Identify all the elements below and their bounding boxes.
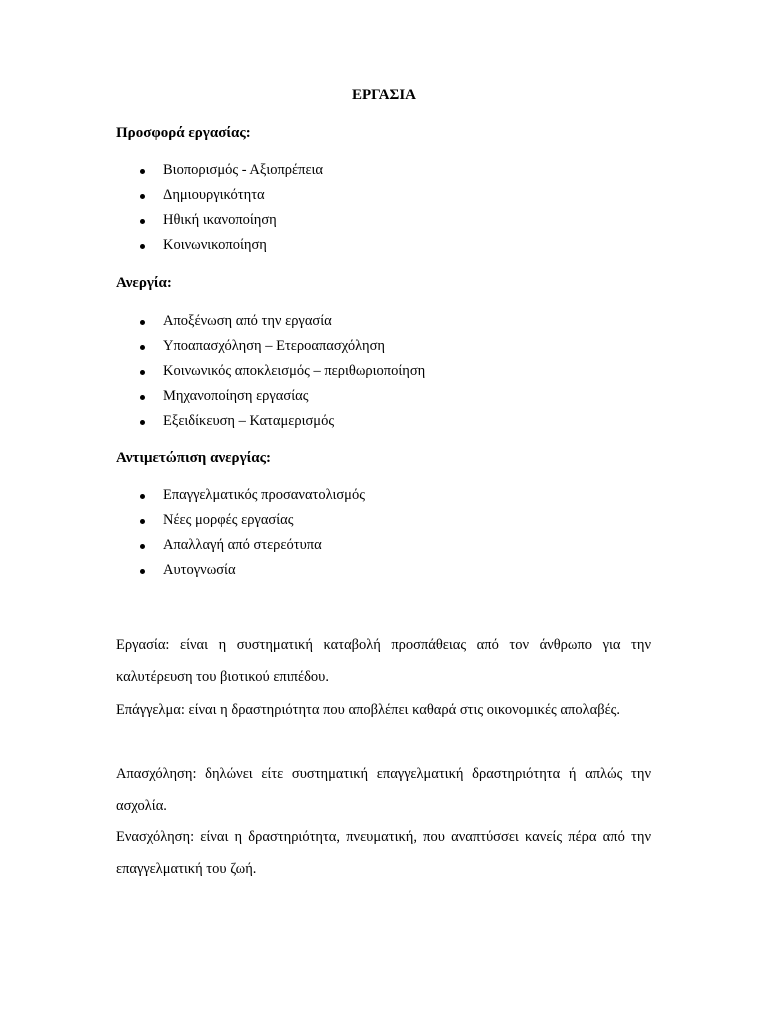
section-heading-job-offer: Προσφορά εργασίας:: [116, 125, 251, 141]
definition-paragraph-work: Εργασία: είναι η συστηματική καταβολή προσπάθειας από τον άνθρωπο για την καλυτέρευση του βιοτικού επιπέδου.: [116, 637, 651, 685]
list-item: [136, 533, 365, 558]
list-item: [136, 208, 323, 233]
list-item: [136, 483, 365, 508]
bullet-icon: [140, 395, 145, 400]
bullet-icon: [140, 519, 145, 524]
bullet-icon: [140, 345, 145, 350]
list-item: [136, 309, 425, 334]
list-item-text: Κοινωνικός αποκλεισμός – περιθωριοποίηση: [163, 363, 426, 379]
list-item-text: Απαλλαγή από στερεότυπα: [163, 537, 322, 553]
list-item-text: Αποξένωση από την εργασία: [163, 313, 332, 329]
list-item: [136, 158, 323, 183]
list-item-text: Υποαπασχόληση – Ετεροαπασχόληση: [163, 338, 385, 354]
bullet-icon: [140, 420, 145, 425]
bullet-icon: [140, 169, 145, 174]
bullet-icon: [140, 194, 145, 199]
list-item: [136, 334, 425, 359]
list-item-text: Μηχανοποίηση εργασίας: [163, 388, 309, 404]
list-item-text: Εξειδίκευση – Καταμερισμός: [163, 413, 335, 429]
list-item-text: Βιοπορισμός - Αξιοπρέπεια: [163, 162, 324, 178]
list-item: [136, 409, 425, 434]
bullet-list-unemployment: [136, 309, 425, 434]
bullet-icon: [140, 370, 145, 375]
bullet-list-unemployment-response: [136, 483, 365, 583]
list-item: [136, 508, 365, 533]
list-item-text: Δημιουργικότητα: [163, 187, 265, 203]
section-heading-unemployment: Ανεργία:: [116, 275, 172, 291]
list-item-text: Αυτογνωσία: [163, 562, 236, 578]
bullet-icon: [140, 219, 145, 224]
list-item: [136, 233, 323, 258]
list-item: [136, 183, 323, 208]
list-item-text: Νέες μορφές εργασίας: [163, 512, 294, 528]
bullet-icon: [140, 494, 145, 499]
list-item: [136, 558, 365, 583]
list-item-text: Ηθική ικανοποίηση: [163, 212, 277, 228]
bullet-list-job-offer: [136, 158, 323, 258]
list-item-text: Επαγγελματικός προσανατολισμός: [163, 487, 365, 503]
definition-paragraph-employment: Απασχόληση: δηλώνει είτε συστηματική επαγγελματική δραστηριότητα ή απλώς την ασχολία.: [116, 766, 651, 814]
list-item: [136, 384, 425, 409]
bullet-icon: [140, 320, 145, 325]
bullet-icon: [140, 544, 145, 549]
bullet-icon: [140, 244, 145, 249]
document-title: ΕΡΓΑΣΙΑ: [351, 87, 417, 103]
list-item-text: Κοινωνικοποίηση: [163, 237, 267, 253]
definition-paragraph-profession: Επάγγελμα: είναι η δραστηριότητα που αποβλέπει καθαρά στις οικονομικές απολαβές.: [116, 702, 621, 718]
definition-paragraph-occupation: Ενασχόληση: είναι η δραστηριότητα, πνευματική, που αναπτύσσει κανείς πέρα από την επαγγελματική του ζωή.: [116, 829, 651, 877]
bullet-icon: [140, 569, 145, 574]
list-item: [136, 359, 425, 384]
section-heading-unemployment-response: Αντιμετώπιση ανεργίας:: [116, 450, 271, 466]
